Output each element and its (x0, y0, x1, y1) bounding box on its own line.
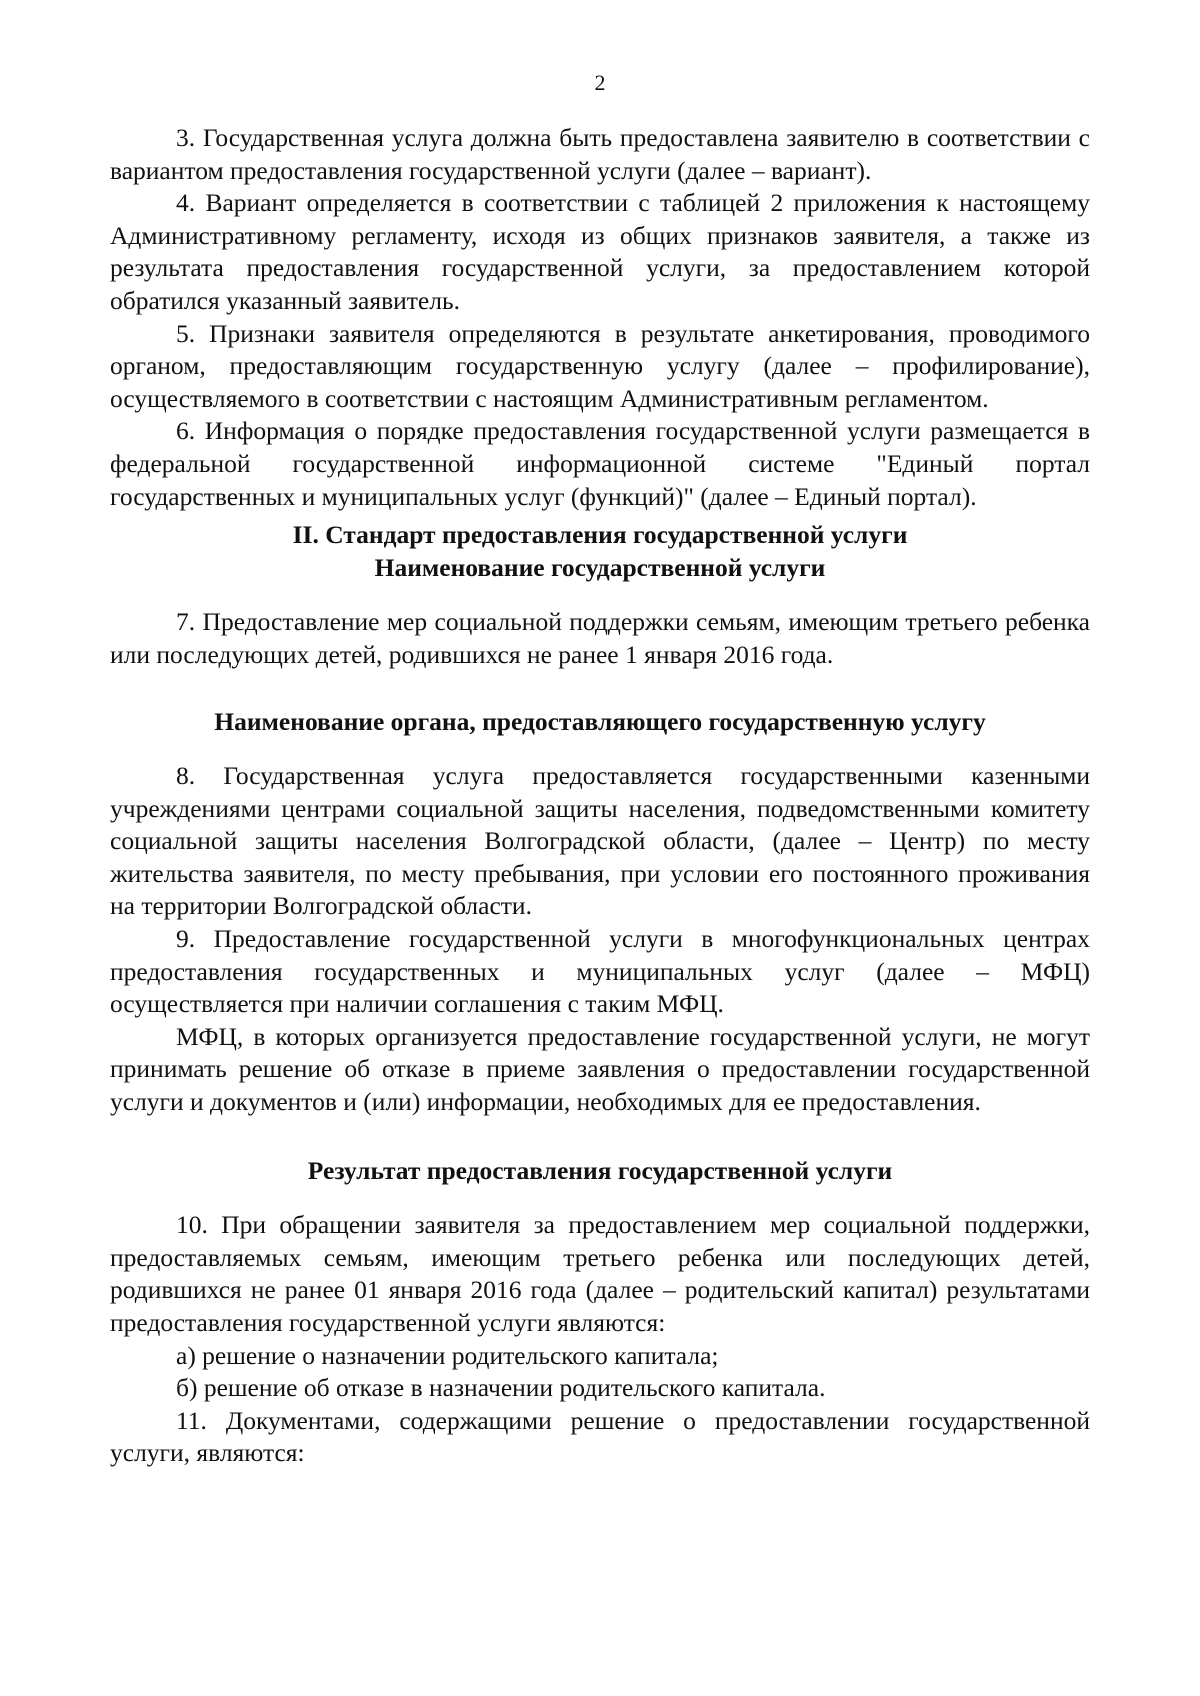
service-name-heading: Наименование государственной услуги (374, 552, 826, 582)
paragraph-10-a: а) решение о назначении родительского капитала; (176, 1340, 719, 1370)
paragraph-10-b: б) решение об отказе в назначении родительского капитала. (176, 1373, 826, 1403)
spacer (110, 1119, 1090, 1155)
paragraph-10: 10. При обращении заявителя за предоставлением мер социальной поддержки, предоставляемых семьям, имеющим третьего ребенка или последующих детей, родившихся не ранее 01 января 2016 года (далее – родительский капитал) результатами предоставления государственной услуги являются: (110, 1210, 1090, 1337)
paragraph-9: 9. Предоставление государственной услуги в многофункциональных центрах предоставления государственных и муниципальных услуг (далее – МФЦ) осуществляется при наличии соглашения с таким МФЦ. (110, 924, 1090, 1019)
paragraph-8: 8. Государственная услуга предоставляется государственными казенными учреждениями центрами социальной защиты населения, подведомственными комитету социальной защиты населения Волгоградской области, (далее – Центр) по месту жительства заявителя, по месту пребывания, при условии его постоянного проживания на территории Волгоградской области. (110, 761, 1090, 921)
paragraph-5: 5. Признаки заявителя определяются в результате анкетирования, проводимого органом, предоставляющим государственную услугу (далее – профилирование), осуществляемого в соответствии с настоящим Административным регламентом. (110, 318, 1090, 413)
spacer (110, 1187, 1090, 1209)
authority-name-heading: Наименование органа, предоставляющего государственную услугу (214, 706, 986, 736)
spacer (110, 584, 1090, 606)
spacer (110, 738, 1090, 760)
paragraph-11: 11. Документами, содержащими решение о предоставлении государственной услуги, являются: (110, 1405, 1090, 1468)
spacer (110, 672, 1090, 706)
paragraph-3: 3. Государственная услуга должна быть предоставлена заявителю в соответствии с вариантом предоставления государственной услуги (далее – вариант). (110, 123, 1090, 185)
paragraph-4: 4. Вариант определяется в соответствии с таблицей 2 приложения к настоящему Административному регламенту, исходя из общих признаков заявителя, а также из результата предоставления государственной услуги, за предоставлением которой обратился указанный заявитель. (110, 188, 1090, 315)
paragraph-6: 6. Информация о порядке предоставления государственной услуги размещается в федеральной государственной информационной системе "Единый портал государственных и муниципальных услуг (функций)" (далее – Единый портал). (110, 416, 1090, 511)
page-number: 2 (594, 70, 606, 95)
section-2-heading: II. Стандарт предоставления государственной услуги (292, 520, 908, 550)
paragraph-9-continued: МФЦ, в которых организуется предоставление государственной услуги, не могут принимать решение об отказе в приеме заявления о предоставлении государственной услуги и документов и (или) информации, необходимых для ее предоставления. (110, 1021, 1090, 1117)
paragraph-7: 7. Предоставление мер социальной поддержки семьям, имеющим третьего ребенка или последующих детей, родившихся не ранее 1 января 2016 года. (110, 607, 1090, 669)
result-heading: Результат предоставления государственной услуги (307, 1155, 893, 1185)
